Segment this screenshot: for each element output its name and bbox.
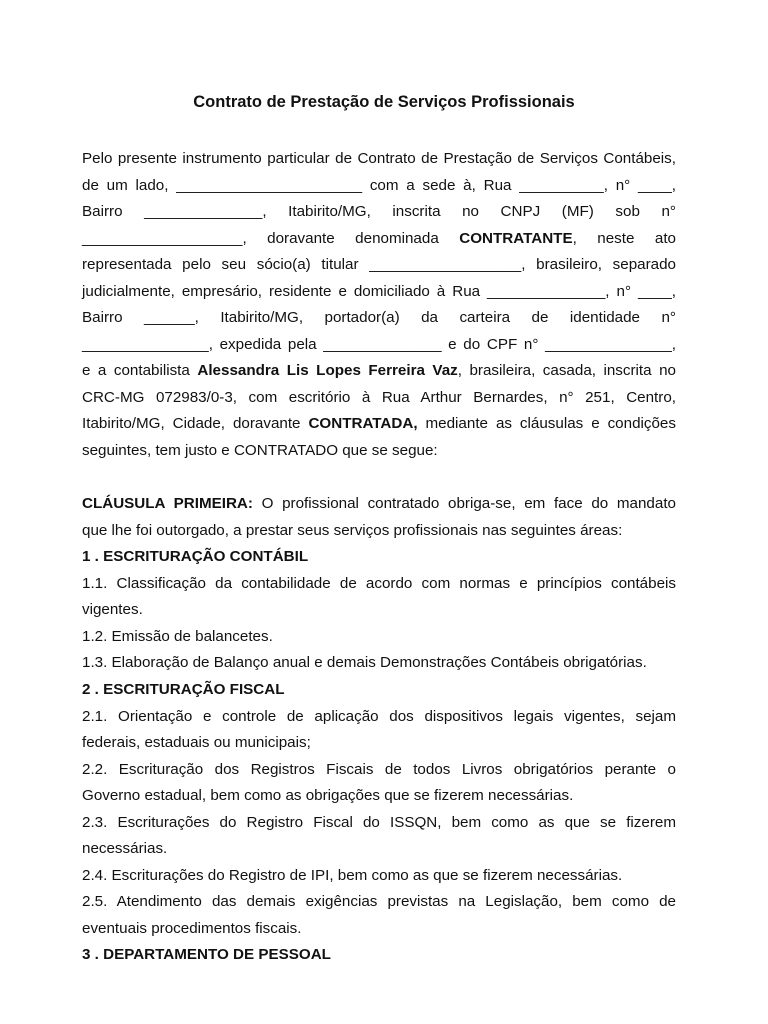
list-item-line: 1.3. Elaboração de Balanço anual e demais Demonstrações Contábeis obrigatórias. [82,654,647,671]
list-item-line: federais, estaduais ou municipais; [82,734,311,751]
list-item-line: vigentes. [82,601,143,618]
clause-heading: CLÁUSULA PRIMEIRA: [82,495,253,512]
preamble-line: de um lado, ______________________ com a sede à, Rua __________, n° ____, [82,177,676,194]
preamble-line: Pelo presente instrumento particular de Contrato de Prestação de Serviços Contábeis, [82,150,676,167]
list-item-line: 2.5. Atendimento das demais exigências previstas na Legislação, bem como de [82,893,676,910]
list-item-line: 2.1. Orientação e controle de aplicação dos dispositivos legais vigentes, sejam [82,708,676,725]
preamble-text: mediante as cláusulas e condições [425,415,676,432]
preamble-line: judicialmente, empresário, residente e domiciliado à Rua ______________, n° ____, [82,283,676,300]
preamble-text: ___________________, doravante denominada [82,230,439,247]
section-heading: 3 . DEPARTAMENTO DE PESSOAL [82,946,331,963]
clause-line: que lhe foi outorgado, a prestar seus serviços profissionais nas seguintes áreas: [82,522,623,539]
list-item-line: Governo estadual, bem como as obrigações que se fizerem necessárias. [82,787,574,804]
clause-line [82,493,676,515]
preamble-contratada: CONTRATADA, [308,415,418,432]
list-item-line: 1.1. Classificação da contabilidade de acordo com normas e princípios contábeis [82,575,676,592]
list-item-line: 2.2. Escrituração dos Registros Fiscais de todos Livros obrigatórios perante o [82,761,676,778]
list-item-line: 2.3. Escriturações do Registro Fiscal do ISSQN, bem como as que se fizerem [82,814,676,831]
preamble-line: representada pelo seu sócio(a) titular __________________, brasileiro, separado [82,256,676,273]
list-item-line: eventuais procedimentos fiscais. [82,920,302,937]
preamble-line: _______________, expedida pela ______________ e do CPF n° _______________, [82,336,676,353]
preamble-line: seguintes, tem justo e CONTRATADO que se segue: [82,442,438,459]
section-heading: 2 . ESCRITURAÇÃO FISCAL [82,681,285,698]
clause-text: O profissional contratado obriga-se, em face do mandato [261,495,676,512]
page-title: Contrato de Prestação de Serviços Profissionais [193,93,575,111]
list-item-line: 1.2. Emissão de balancetes. [82,628,273,645]
preamble-contratante: CONTRATANTE, neste ato [459,230,676,247]
list-item-line: necessárias. [82,840,168,857]
section-heading: 1 . ESCRITURAÇÃO CONTÁBIL [82,548,309,565]
preamble-line [82,228,676,250]
preamble-line [82,413,676,435]
contabilista-name: Alessandra Lis Lopes Ferreira Vaz, brasileira, casada, inscrita no [197,362,676,379]
preamble-line [82,360,676,382]
preamble-line: Bairro ______________, Itabirito/MG, inscrita no CNPJ (MF) sob n° [82,203,676,220]
list-item-line: 2.4. Escriturações do Registro de IPI, bem como as que se fizerem necessárias. [82,867,623,884]
preamble-line: CRC-MG 072983/0-3, com escritório à Rua Arthur Bernardes, n° 251, Centro, [82,389,676,406]
preamble-text: Itabirito/MG, Cidade, doravante [82,415,301,432]
preamble-line: Bairro ______, Itabirito/MG, portador(a) da carteira de identidade n° [82,309,676,326]
preamble-text: e a contabilista [82,362,190,379]
